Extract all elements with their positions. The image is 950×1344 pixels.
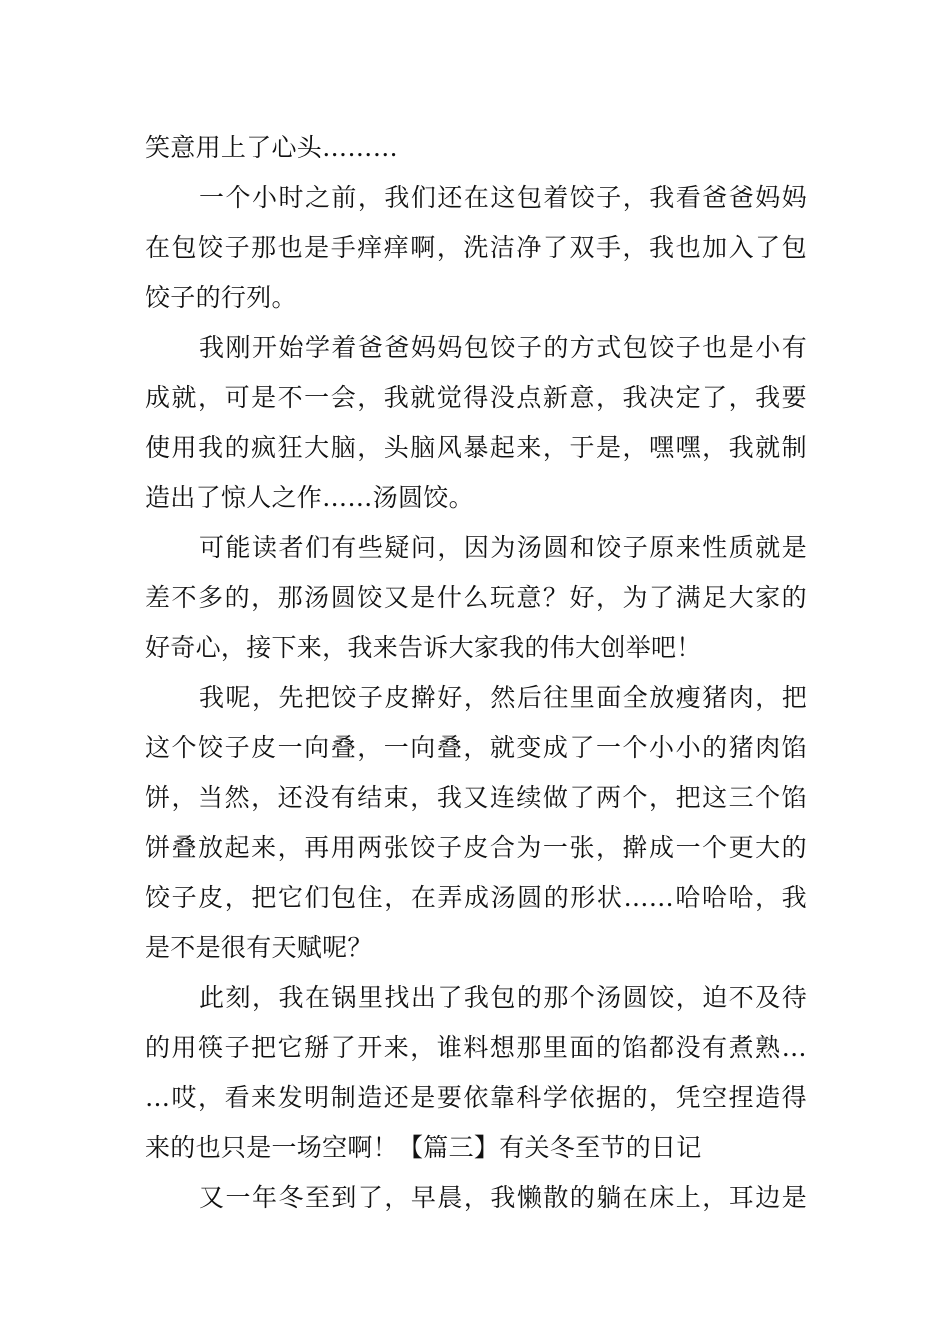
text-line: 造出了惊人之作……汤圆饺。 [145,483,474,512]
text-line: 来的也只是一场空啊！【篇三】有关冬至节的日记 [145,1133,702,1162]
text-line: 好奇心，接下来，我来告诉大家我的伟大创举吧！ [145,633,702,662]
text-line: 饺子皮，把它们包住，在弄成汤圆的形状……哈哈哈，我 [145,883,807,912]
text-line: 使用我的疯狂大脑，头脑风暴起来，于是，嘿嘿，我就制 [145,433,807,462]
text-line: 成就，可是不一会，我就觉得没点新意，我决定了，我要 [145,383,807,412]
paragraph-new-idea [145,323,807,523]
text-line: 我刚开始学着爸爸妈妈包饺子的方式包饺子也是小有 [199,333,807,362]
text-line: 的用筷子把它掰了开来，谁料想那里面的馅都没有煮熟… [145,1033,807,1062]
text-line: 可能读者们有些疑问，因为汤圆和饺子原来性质就是 [199,533,807,562]
text-line: 饺子的行列。 [145,283,297,312]
paragraph-result [145,973,807,1173]
text-line: 笑意用上了心头……… [145,133,399,162]
paragraph-making-dumplings [145,173,807,323]
text-line: 在包饺子那也是手痒痒啊，洗洁净了双手，我也加入了包 [145,233,807,262]
text-line: 此刻，我在锅里找出了我包的那个汤圆饺，迫不及待 [199,983,807,1012]
text-line: 饼，当然，还没有结束，我又连续做了两个，把这三个馅 [145,783,807,812]
text-line: 饼叠放起来，再用两张饺子皮合为一张，擀成一个更大的 [145,833,807,862]
text-line: …哎，看来发明制造还是要依靠科学依据的，凭空捏造得 [145,1083,807,1112]
text-line: 我呢，先把饺子皮擀好，然后往里面全放瘦猪肉，把 [199,683,807,712]
paragraph-winter-solstice [145,1173,807,1223]
text-line: 是不是很有天赋呢？ [145,933,373,962]
text-line: 这个饺子皮一向叠，一向叠，就变成了一个小小的猪肉馅 [145,733,807,762]
text-line: 又一年冬至到了，早晨，我懒散的躺在床上，耳边是 [199,1183,807,1212]
body-text [145,123,807,1223]
text-line: 差不多的，那汤圆饺又是什么玩意？好，为了满足大家的 [145,583,807,612]
paragraph-reader-question [145,523,807,673]
paragraph-recipe [145,673,807,973]
text-line: 一个小时之前，我们还在这包着饺子，我看爸爸妈妈 [199,183,807,212]
paragraph-continuation [145,123,807,173]
